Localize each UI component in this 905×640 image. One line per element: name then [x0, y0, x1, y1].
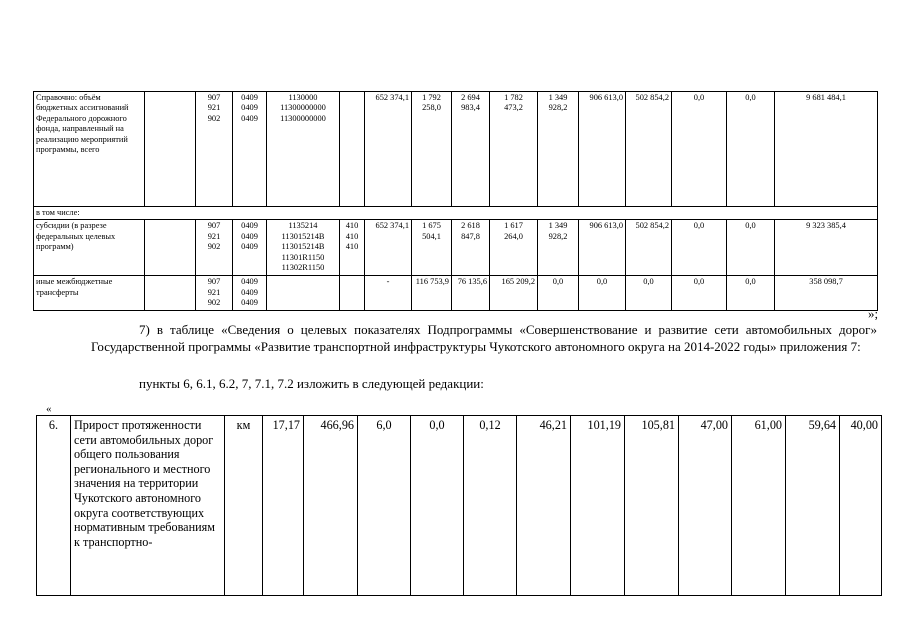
row-number: 6.: [37, 416, 71, 596]
value-cell: 47,00: [679, 416, 732, 596]
table-row: [34, 92, 878, 207]
value-cell: 1 349 928,2: [538, 92, 579, 207]
value-cell: 0,0: [672, 276, 727, 310]
value-cell: 358 098,7: [775, 276, 878, 310]
grbs-cell: 907 921 902: [196, 92, 233, 207]
value-cell: 2 618 847,8: [452, 220, 490, 276]
value-cell: 466,96: [304, 416, 358, 596]
value-cell: 502 854,2: [626, 92, 672, 207]
value-cell: 105,81: [625, 416, 679, 596]
csr-cell: 1135214 113015214B 113015214B 11301R1150 11302R1150: [267, 220, 340, 276]
indicator-name: Прирост протяженности сети автомобильных дорог общего пользования регионального и местного значения на территории Чукотского автономного округа соответствующих нормативным требованиям к транспортно-: [71, 416, 225, 596]
value-cell: 906 613,0: [579, 92, 626, 207]
closing-quote: »;: [868, 306, 879, 321]
vr-cell: 410 410 410: [340, 220, 365, 276]
value-cell: 61,00: [732, 416, 786, 596]
table-row: [34, 276, 878, 310]
rz-cell: 0409 0409 0409: [233, 220, 267, 276]
value-cell: 1 792 258,0: [412, 92, 452, 207]
value-cell: 9 323 385,4: [775, 220, 878, 276]
vr-cell: [340, 92, 365, 207]
value-cell: 1 782 473,2: [490, 92, 538, 207]
csr-cell: 1130000 11300000000 11300000000: [267, 92, 340, 207]
value-cell: 0,0: [727, 220, 775, 276]
rz-cell: 0409 0409 0409: [233, 276, 267, 310]
total-cell: 652 374,1: [365, 220, 412, 276]
value-cell: 1 675 504,1: [412, 220, 452, 276]
value-cell: 0,0: [626, 276, 672, 310]
value-cell: 0,0: [538, 276, 579, 310]
amendment-instruction: пункты 6, 6.1, 6.2, 7, 7.1, 7.2 изложить в следующей редакции:: [139, 376, 484, 391]
budget-table: [33, 91, 878, 311]
grbs-cell: 907 921 902: [196, 276, 233, 310]
value-cell: 0,0: [727, 276, 775, 310]
value-cell: 0,0: [727, 92, 775, 207]
grbs-cell: 907 921 902: [196, 220, 233, 276]
value-cell: 906 613,0: [579, 220, 626, 276]
unit-cell: км: [225, 416, 263, 596]
value-cell: 0,12: [464, 416, 517, 596]
value-cell: 9 681 484,1: [775, 92, 878, 207]
value-cell: 165 209,2: [490, 276, 538, 310]
value-cell: 1 617 264,0: [490, 220, 538, 276]
row-name: субсидии (в разрезе федеральных целевых программ): [34, 220, 145, 276]
total-cell: 652 374,1: [365, 92, 412, 207]
opening-quote: «: [46, 403, 52, 415]
amendment-paragraph: 7) в таблице «Сведения о целевых показателях Подпрограммы «Совершенствование и развитие сети автомобильных дорог» Государственной программы «Развитие транспортной инфраструктуры Чукотского автономного округа на 2014-2022 годы» приложения 7:: [91, 322, 877, 354]
empty-cell: [145, 220, 196, 276]
indicator-table: [36, 415, 882, 596]
value-cell: 502 854,2: [626, 220, 672, 276]
value-cell: 46,21: [517, 416, 571, 596]
table-row: [34, 207, 878, 220]
value-cell: 0,0: [672, 220, 727, 276]
value-cell: 1 349 928,2: [538, 220, 579, 276]
empty-cell: [145, 276, 196, 310]
value-cell: 0,0: [411, 416, 464, 596]
value-cell: 116 753,9: [412, 276, 452, 310]
value-cell: 6,0: [358, 416, 411, 596]
empty-cell: [145, 92, 196, 207]
table-row: [37, 416, 882, 596]
value-cell: 0,0: [672, 92, 727, 207]
value-cell: 59,64: [786, 416, 840, 596]
csr-cell: [267, 276, 340, 310]
value-cell: 0,0: [579, 276, 626, 310]
row-name: иные межбюджетные трансферты: [34, 276, 145, 310]
value-cell: 101,19: [571, 416, 625, 596]
value-cell: 17,17: [263, 416, 304, 596]
value-cell: 40,00: [840, 416, 882, 596]
total-cell: -: [365, 276, 412, 310]
rz-cell: 0409 0409 0409: [233, 92, 267, 207]
table-row: [34, 220, 878, 276]
row-name: Справочно: объём бюджетных ассигнований Федерального дорожного фонда, направленный на реализацию мероприятий программы, всего: [34, 92, 145, 207]
value-cell: 2 694 983,4: [452, 92, 490, 207]
vr-cell: [340, 276, 365, 310]
subtotal-label: в том числе:: [34, 207, 878, 220]
value-cell: 76 135,6: [452, 276, 490, 310]
